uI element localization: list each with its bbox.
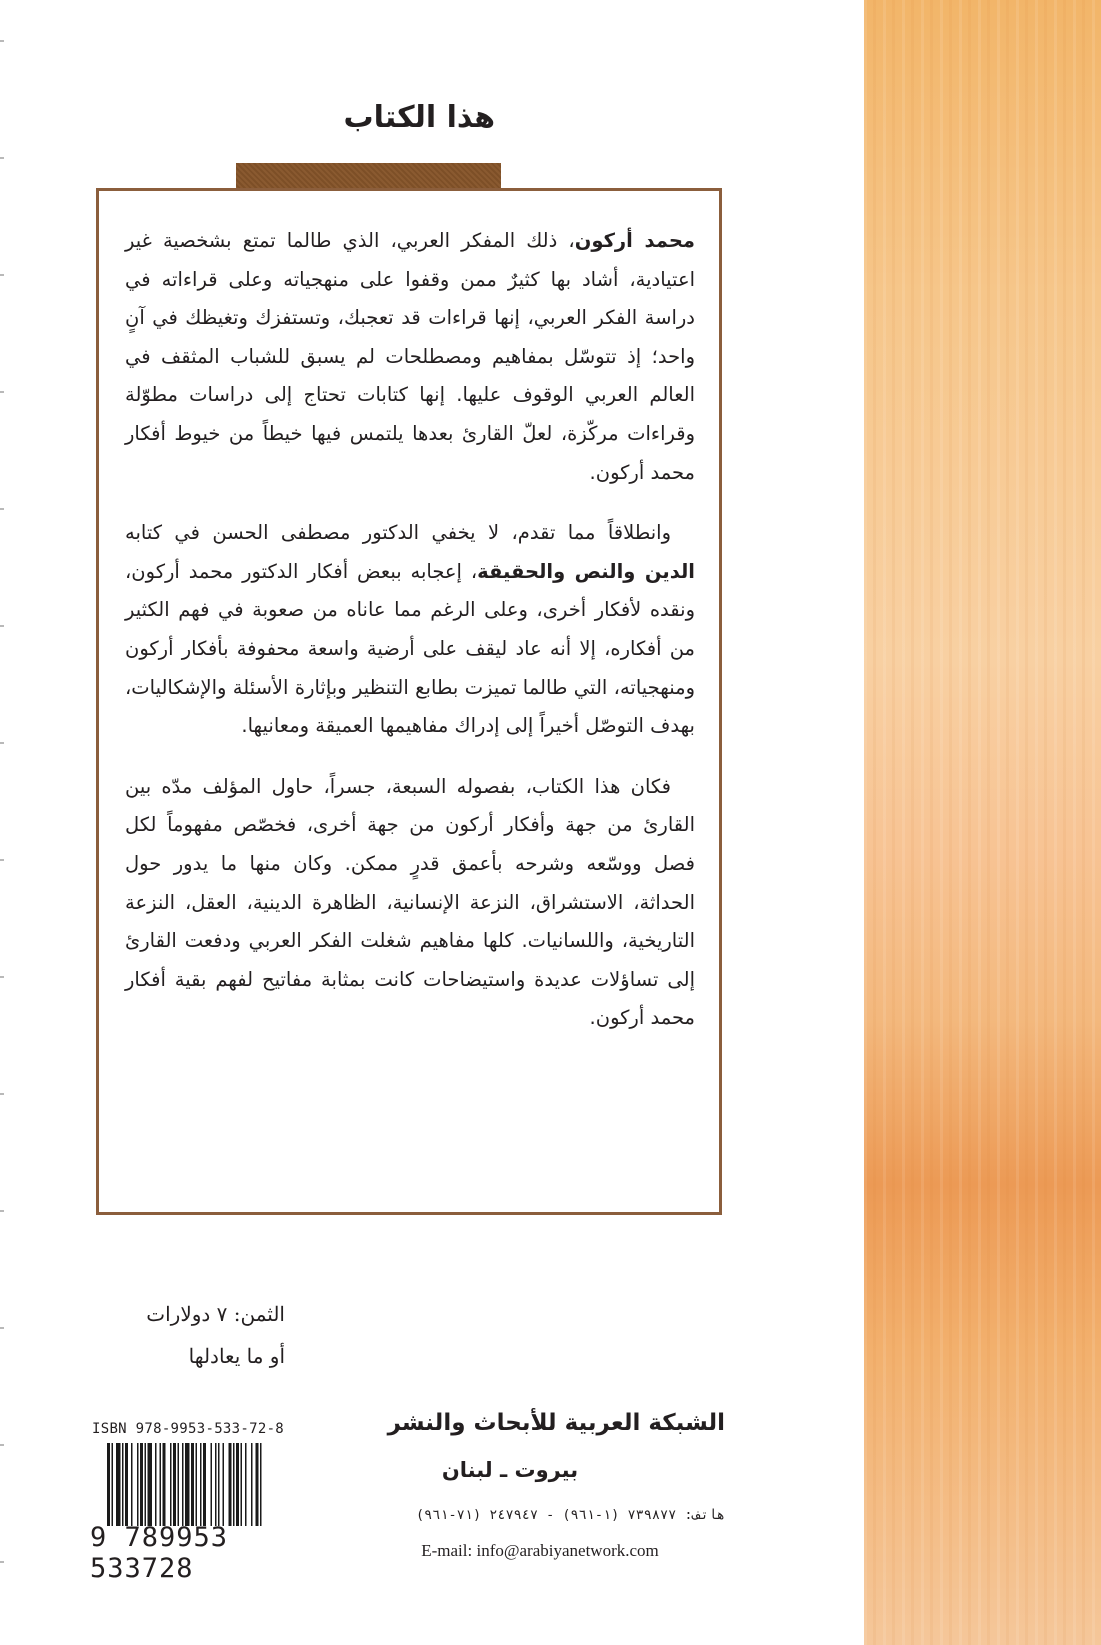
- barcode-bar: [125, 1443, 128, 1526]
- edge-tick: [0, 742, 4, 744]
- edge-tick: [0, 391, 4, 393]
- edge-tick: [0, 1561, 4, 1563]
- barcode-bar: [245, 1443, 247, 1526]
- barcode-bar: [200, 1443, 202, 1526]
- barcode-bar: [211, 1443, 213, 1526]
- heading-divider: [96, 163, 726, 189]
- edge-tick: [0, 508, 4, 510]
- barcode-bar: [163, 1443, 166, 1526]
- barcode-bar: [116, 1443, 121, 1526]
- edge-tick: [0, 40, 4, 42]
- price-equivalent: أو ما يعادلها: [188, 1344, 285, 1368]
- paragraph-2-after: ، إعجابه ببعض أفكار الدكتور محمد أركون، ونقده لأفكار أخرى، وعلى الرغم مما عاناه من صعوبة في فهم الكثير من أفكاره، إلا أنه عاد ليقف على أرضية واسعة محفوفة بأفكار أركون ومنهجياته، التي طالما تميزت بطابع التنظير وبإثارة الأسئلة والإشكاليات، بهدف التوصّل أخيراً إلى إدراك مفاهيمها العميقة ومعانيها.: [125, 559, 695, 738]
- barcode-bar: [131, 1443, 133, 1526]
- price-line: الثمن: ٧ دولارات: [146, 1302, 285, 1326]
- edge-tick: [0, 1327, 4, 1329]
- author-name: محمد أركون: [574, 229, 696, 252]
- barcode-bar: [256, 1443, 259, 1526]
- edge-tick: [0, 976, 4, 978]
- paragraph-1-text: ، ذلك المفكر العربي، الذي طالما تمتع بشخصية غير اعتيادية، أشاد بها كثيرٌ ممن وقفوا على منهجياته وعلى قراءاته في دراسة الفكر العربي، إنها قراءات قد تعجبك، وتستفزك وتغيظك في آنٍ واحد؛ إذ تتوسّل بمفاهيم ومصطلحات لم يسبق للشباب المثقف في العالم العربي الوقوف عليها. إنها كتابات تحتاج إلى دراسات مطوّلة وقراءات مركّزة، لعلّ القارئ بعدها يلتمس فيها خيطاً من خيوط أفكار محمد أركون.: [125, 229, 695, 484]
- barcode-bar: [140, 1443, 143, 1526]
- heading-tab: [236, 163, 501, 189]
- edge-tick: [0, 274, 4, 276]
- barcode-bar: [137, 1443, 139, 1526]
- edge-tick: [0, 625, 4, 627]
- section-heading: هذا الكتاب: [343, 100, 495, 135]
- barcode-bar: [215, 1443, 217, 1526]
- barcode-bar: [218, 1443, 220, 1526]
- edge-tick: [0, 1444, 4, 1446]
- barcode-bar: [223, 1443, 225, 1526]
- barcode-bar: [122, 1443, 124, 1526]
- barcode: [107, 1443, 311, 1526]
- publisher-phone: هاتف: ٧٣٩٨٧٧ (١-٩٦١) - ٢٤٧٩٤٧ (٧١-٩٦١): [416, 1507, 725, 1523]
- paragraph-2: [125, 514, 695, 746]
- barcode-bar: [182, 1443, 184, 1526]
- barcode-bar: [170, 1443, 172, 1526]
- barcode-bar: [173, 1443, 176, 1526]
- paragraph-2-before: وانطلاقاً مما تقدم، لا يخفي الدكتور مصطفى الحسن في كتابه: [125, 521, 671, 545]
- paragraph-1: [125, 222, 695, 492]
- blurb-text: [125, 222, 695, 1060]
- barcode-bar: [112, 1443, 114, 1526]
- barcode-digits: 9 789953 533728: [90, 1522, 229, 1584]
- isbn-label: ISBN 978-9953-533-72-8: [92, 1421, 285, 1437]
- barcode-bar: [233, 1443, 235, 1526]
- edge-tick: [0, 859, 4, 861]
- barcode-bar: [236, 1443, 239, 1526]
- barcode-bar: [145, 1443, 147, 1526]
- barcode-bar: [260, 1443, 262, 1526]
- edge-tick: [0, 1210, 4, 1212]
- barcode-bar: [229, 1443, 232, 1526]
- publisher-city: بيروت ـ لبنان: [441, 1458, 579, 1482]
- barcode-bar: [107, 1443, 110, 1526]
- publisher-name: الشبكة العربية للأبحاث والنشر: [387, 1410, 725, 1436]
- barcode-bar: [241, 1443, 243, 1526]
- edge-tick: [0, 1093, 4, 1095]
- edge-tick: [0, 157, 4, 159]
- barcode-bar: [191, 1443, 194, 1526]
- price-block: [100, 1293, 285, 1377]
- publisher-email[interactable]: E-mail: info@arabiyanetwork.com: [421, 1541, 659, 1560]
- cover-texture-band: [864, 0, 1101, 1645]
- barcode-bar: [185, 1443, 190, 1526]
- barcode-bar: [178, 1443, 180, 1526]
- page-edge-marks: [0, 0, 6, 1645]
- barcode-bar: [196, 1443, 198, 1526]
- barcode-bar: [251, 1443, 253, 1526]
- paragraph-3: فكان هذا الكتاب، بفصوله السبعة، جسراً، حاول المؤلف مدّه بين القارئ من جهة وأفكار أركون من جهة أخرى، فخصّص مفهوماً لكل فصل ووسّعه وشرحه بأعمق قدرٍ ممكن. وكان منها ما يدور حول الحداثة، الاستشراق، النزعة الإنسانية، الظاهرة الدينية، العقل، النزعة التاريخية، واللسانيات. كلها مفاهيم شغلت الفكر العربي ودفعت القارئ إلى تساؤلات عديدة واستيضاحات كانت بمثابة مفاتيح لفهم بقية أفكار محمد أركون.: [125, 774, 695, 1030]
- book-title: الدين والنص والحقيقة: [477, 559, 695, 583]
- barcode-bar: [160, 1443, 162, 1526]
- barcode-bar: [203, 1443, 206, 1526]
- barcode-bar: [155, 1443, 157, 1526]
- barcode-bar: [148, 1443, 153, 1526]
